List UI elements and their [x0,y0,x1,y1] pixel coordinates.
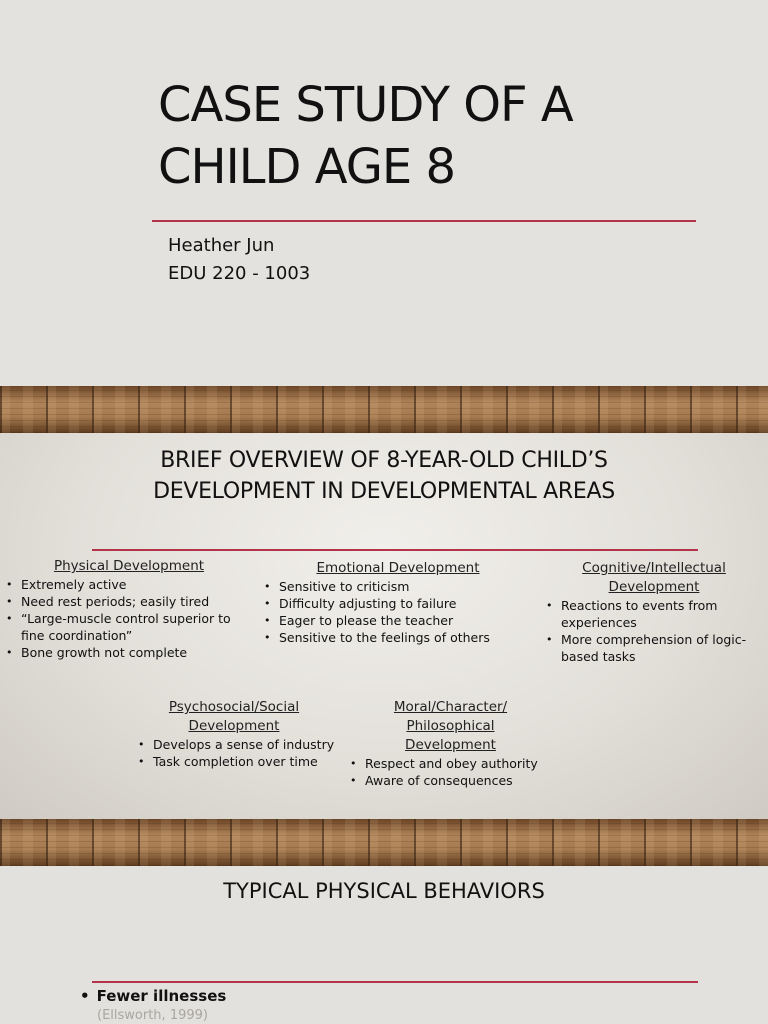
list-item: • Reactions to events from experiences [544,597,754,631]
physical-development-section [4,557,254,661]
moral-development-heading [348,698,553,755]
slide-title [158,74,758,198]
title-slide [0,0,768,386]
moral-development-section [348,698,558,789]
moral-development-list [348,755,558,789]
physical-development-list [4,576,254,661]
list-item: • Aware of consequences [348,772,558,789]
slide-title-line-1: CASE STUDY OF A [158,77,573,133]
list-item: • Difficulty adjusting to failure [262,595,502,612]
course-code: EDU 220 - 1003 [168,263,311,284]
list-item: • Extremely active [4,576,254,593]
list-item: • More comprehension of logic-based tasks [544,631,754,665]
cognitive-development-heading [544,559,764,597]
psychosocial-development-section [136,698,336,770]
emotional-development-list [262,578,502,646]
title-divider [152,220,696,222]
list-item: • Task completion over time [136,753,336,770]
overview-divider [92,549,698,551]
psychosocial-heading-line-2: Development [188,718,280,734]
cognitive-heading-line-1: Cognitive/Intellectual [582,560,726,576]
list-item: • Sensitive to criticism [262,578,502,595]
author-name: Heather Jun [168,235,275,256]
physical-behaviors-slide [0,866,768,1024]
behavior-bullet-text: Fewer illnesses [96,987,227,1005]
cognitive-heading-line-2: Development [608,579,700,595]
behavior-bullet [80,986,226,1006]
list-item: • Sensitive to the feelings of others [262,629,502,646]
physical-behaviors-divider [92,981,698,983]
moral-heading-line-1: Moral/Character/ Philosophical [393,699,508,734]
emotional-development-section [262,559,502,646]
list-item: • Need rest periods; easily tired [4,593,254,610]
overview-title [64,445,704,507]
citation: (Ellsworth, 1999) [97,1008,208,1023]
emotional-development-heading: Emotional Development [316,560,480,576]
cognitive-development-section [544,559,754,665]
list-item: • Eager to please the teacher [262,612,502,629]
list-item: • Bone growth not complete [4,644,254,661]
overview-title-line-2: DEVELOPMENT IN DEVELOPMENTAL AREAS [153,479,615,504]
overview-title-line-1: BRIEF OVERVIEW OF 8-YEAR-OLD CHILD’S [160,448,608,473]
psychosocial-heading-line-1: Psychosocial/Social [168,699,300,715]
psychosocial-development-heading [136,698,332,736]
physical-development-heading: Physical Development [53,558,205,574]
wood-floor-divider [0,386,768,433]
physical-behaviors-title: TYPICAL PHYSICAL BEHAVIORS [223,879,545,903]
list-item: • “Large-muscle control superior to fine coordination” [4,610,254,644]
list-item: • Respect and obey authority [348,755,558,772]
list-item: • Develops a sense of industry [136,736,336,753]
psychosocial-development-list [136,736,336,770]
moral-heading-line-2: Development [405,737,496,753]
slide-title-line-2: CHILD AGE 8 [158,139,456,195]
overview-slide [0,433,768,819]
cognitive-development-list [544,597,754,665]
wood-floor-divider [0,819,768,866]
